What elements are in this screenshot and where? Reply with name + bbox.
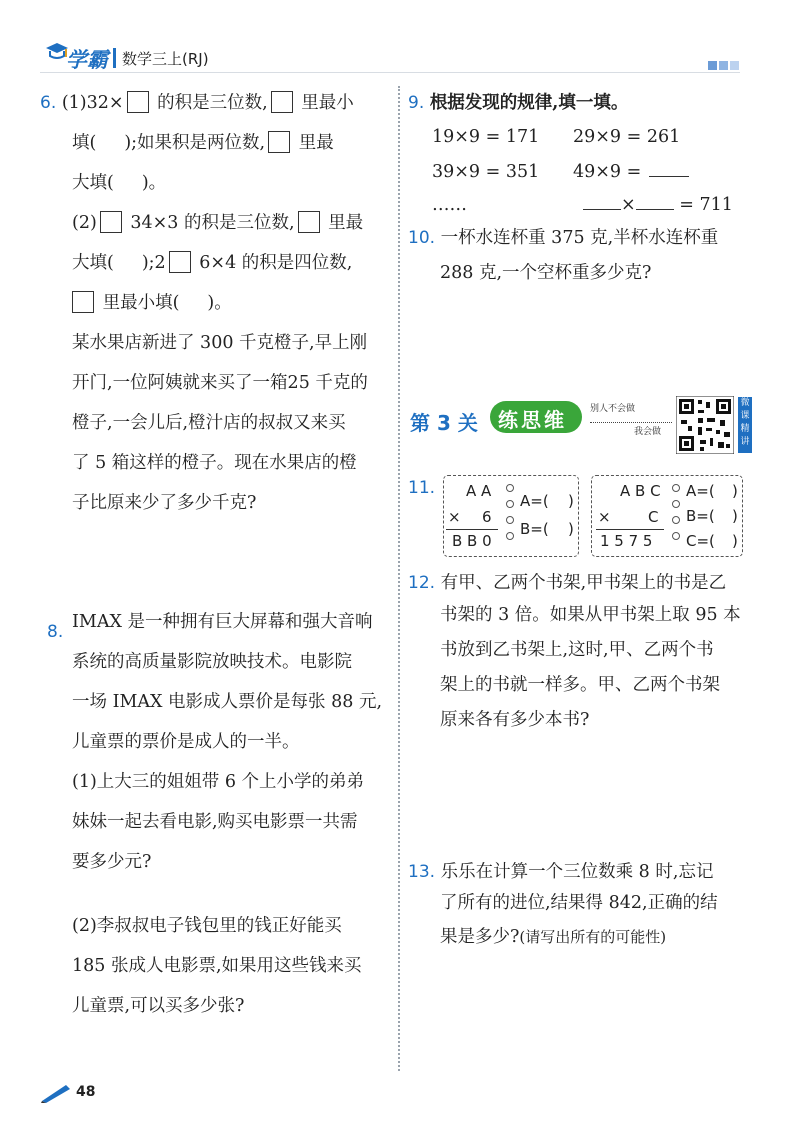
- q12-line1: 12. 有甲、乙两个书架,甲书架上的书是乙: [408, 573, 727, 593]
- q6-line6: 里最小填( )。: [72, 283, 232, 323]
- slogan-1: 别人不会做: [590, 404, 636, 414]
- puzzle-card-2: A B C × C 1 5 7 5 A=( ) B=( ) C=( ): [591, 475, 743, 557]
- section-label: 第 3 关: [410, 411, 478, 435]
- q7-line: 开门,一位阿姨就来买了一箱25 千克的: [72, 373, 368, 393]
- slogan-2: 我会做: [634, 427, 662, 437]
- q9-eq3: 39×9 = 351: [432, 162, 540, 182]
- q8-sub2: (2)李叔叔电子钱包里的钱正好能买 185 张成人电影票,如果用这些钱来买 儿童票,可以买多少张?: [72, 916, 362, 1016]
- answer-box[interactable]: [127, 91, 149, 113]
- question-number: 6.: [40, 93, 57, 113]
- q6-line1: 6. (1)32× 的积是三位数, 里最小: [40, 83, 354, 123]
- q9-eq2: 29×9 = 261: [573, 127, 681, 147]
- q13-rest: 了所有的进位,结果得 842,正确的结 果是多少?(请写出所有的可能性): [440, 893, 718, 947]
- q7-line: 橙子,一会儿后,橙汁店的叔叔又来买: [72, 413, 346, 433]
- section-banner: [410, 395, 760, 459]
- q6-line3: 大填( )。: [72, 173, 167, 193]
- answer-c[interactable]: C=(: [686, 532, 715, 550]
- page-number: 48: [76, 1084, 96, 1100]
- q9-dots: ……: [432, 195, 467, 215]
- question-number: 8.: [47, 622, 64, 642]
- q9-eq1: 19×9 = 171: [432, 127, 540, 147]
- header-rule: [40, 72, 740, 73]
- answer-box[interactable]: [271, 91, 293, 113]
- q13-line1: 13. 乐乐在计算一个三位数乘 8 时,忘记: [408, 862, 714, 882]
- q10-line1: 10. 一杯水连杯重 375 克,半杯水连杯重: [408, 228, 719, 248]
- q7-line: 某水果店新进了 300 千克橙子,早上刚: [72, 333, 368, 353]
- q6-line5: 大填( );2 6×4 的积是四位数,: [72, 243, 352, 283]
- fill-blank[interactable]: [636, 209, 674, 210]
- logo-text: 学霸: [66, 48, 108, 72]
- q7-line: 了 5 箱这样的橙子。现在水果店的橙: [72, 453, 357, 473]
- answer-box[interactable]: [268, 131, 290, 153]
- answer-box[interactable]: [298, 211, 320, 233]
- question-number: 11.: [408, 478, 436, 498]
- section-title: 练思维: [498, 408, 567, 432]
- q6-line2: 填( );如果积是两位数, 里最: [72, 123, 334, 163]
- answer-box[interactable]: [169, 251, 191, 273]
- puzzle-card-1: A A × 6 B B 0 A=( ) B=( ): [443, 475, 579, 557]
- fill-blank[interactable]: [649, 176, 689, 177]
- q9-last: × = 711: [583, 185, 733, 225]
- q10-line2: 288 克,一个空杯重多少克?: [440, 263, 652, 283]
- answer-a[interactable]: A=(: [520, 492, 549, 510]
- q7-line: 子比原来少了多少千克?: [72, 493, 257, 513]
- fill-blank[interactable]: [583, 209, 621, 210]
- q9-eq4: 49×9 =: [573, 152, 689, 192]
- q6-line4: (2) 34×3 的积是三位数, 里最: [72, 203, 363, 243]
- column-divider: [398, 86, 400, 1071]
- q12-rest: 书架的 3 倍。如果从甲书架上取 95 本 书放到乙书架上,这时,甲、乙两个书 架上的书就一样多。甲、乙两个书架 原来各有多少本书?: [440, 605, 741, 730]
- answer-a[interactable]: A=(: [686, 482, 715, 500]
- answer-b[interactable]: B=(: [520, 520, 549, 538]
- answer-box[interactable]: [72, 291, 94, 313]
- pencil-icon: [40, 1081, 72, 1103]
- q9-title: 9. 根据发现的规律,填一填。: [408, 93, 629, 113]
- qr-side-tag: 微课精讲: [738, 397, 752, 453]
- answer-b[interactable]: B=(: [686, 507, 715, 525]
- answer-box[interactable]: [100, 211, 122, 233]
- logo-divider: [113, 48, 116, 68]
- dotted-arrow: [590, 422, 672, 423]
- q8-block: IMAX 是一种拥有巨大屏幕和强大音响 系统的高质量影院放映技术。电影院 一场 IMAX 电影成人票价是每张 88 元, 儿童票的票价是成人的一半。 (1)上大三的姐姐带 6 个上小学的弟弟 妹妹一起去看电影,购买电影票一共需 要多少元?: [72, 612, 383, 872]
- q7-block: [72, 323, 368, 523]
- header: [40, 38, 760, 74]
- qr-code-icon: [676, 396, 734, 454]
- book-subtitle: 数学三上(RJ): [122, 50, 209, 68]
